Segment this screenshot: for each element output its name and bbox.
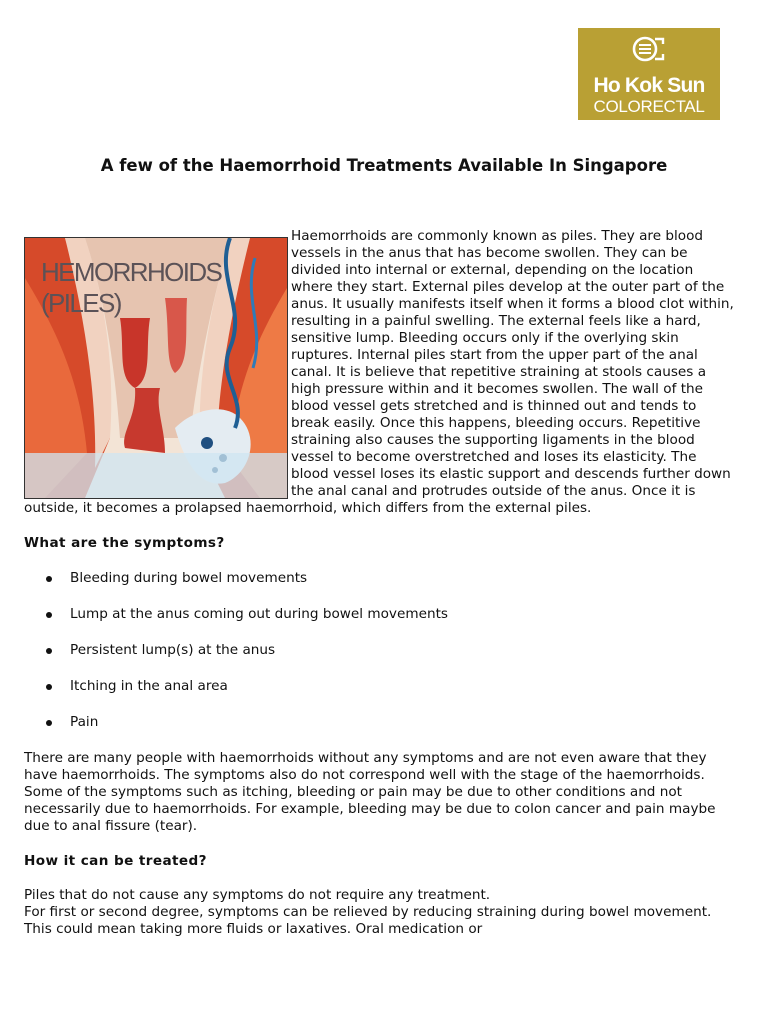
treatment-paragraph-2: For first or second degree, symptoms can be relieved by reducing straining during bowel movement. This could mean taking more fluids or laxatives. Oral medication or	[24, 904, 712, 937]
illustration-label: HEMORRHOIDS (PILES)	[41, 257, 222, 318]
bullet-icon	[46, 612, 52, 618]
list-item	[24, 606, 736, 623]
symptoms-note: There are many people with haemorrhoids without any symptoms and are not even aware that they have haemorrhoids. The symptoms also do not correspond well with the stage of the haemorrhoids. Some of the symptoms such as itching, bleeding or pain may be due to other conditions and not necessarily due to haemorrhoids. For example, bleeding may be due to colon cancer and pain maybe due to anal fissure (tear).	[24, 750, 716, 834]
list-item	[24, 714, 736, 731]
list-item-text: Lump at the anus coming out during bowel movements	[70, 606, 448, 622]
bullet-icon	[46, 684, 52, 690]
intro-paragraph: Haemorrhoids are commonly known as piles. They are blood vessels in the anus that has become swollen. They can be divided into internal or external, depending on the location where they start. External piles develop at the outer part of the anus. It usually manifests itself when it forms a blood clot within, resulting in a painful swelling. The external feels like a hard, sensitive lump. Bleeding occurs only if the overlying skin ruptures. Internal piles start from the upper part of the anal canal. It is believe that repetitive straining at stools causes a high pressure within and it becomes swollen. The wall of the blood vessel gets stretched and is thinned out and tends to break easily. Once this happens, bleeding occurs. Repetitive straining also causes the supporting ligaments in the blood vessel to become overstretched and loses its elasticity. The blood vessel loses its elastic support and descends further down the anal canal and protrudes outside of the anus. Once it is outside, it becomes a prolapsed haemorrhoid, which differs from the external piles.	[24, 228, 734, 516]
list-item-text: Persistent lump(s) at the anus	[70, 642, 276, 658]
treatment-heading: How it can be treated?	[24, 853, 207, 869]
list-item	[24, 678, 736, 695]
page-title: A few of the Haemorrhoid Treatments Available In Singapore	[100, 156, 668, 175]
list-item	[24, 642, 736, 659]
symptoms-heading: What are the symptoms?	[24, 535, 225, 551]
list-item	[24, 570, 736, 587]
list-item-text: Itching in the anal area	[70, 678, 228, 694]
hemorrhoids-illustration	[24, 237, 288, 499]
list-item-text: Pain	[70, 714, 99, 730]
symptoms-list	[24, 570, 736, 731]
bullet-icon	[46, 648, 52, 654]
bullet-icon	[46, 576, 52, 582]
bullet-icon	[46, 720, 52, 726]
logo-name: Ho Kok Sun	[593, 74, 705, 97]
logo-subtitle: COLORECTAL	[593, 97, 705, 116]
article-body	[24, 228, 736, 938]
treatment-paragraph-1: Piles that do not cause any symptoms do not require any treatment.	[24, 887, 491, 903]
clinic-logo	[578, 28, 720, 120]
clinic-logo-icon	[631, 34, 667, 64]
list-item-text: Bleeding during bowel movements	[70, 570, 308, 586]
